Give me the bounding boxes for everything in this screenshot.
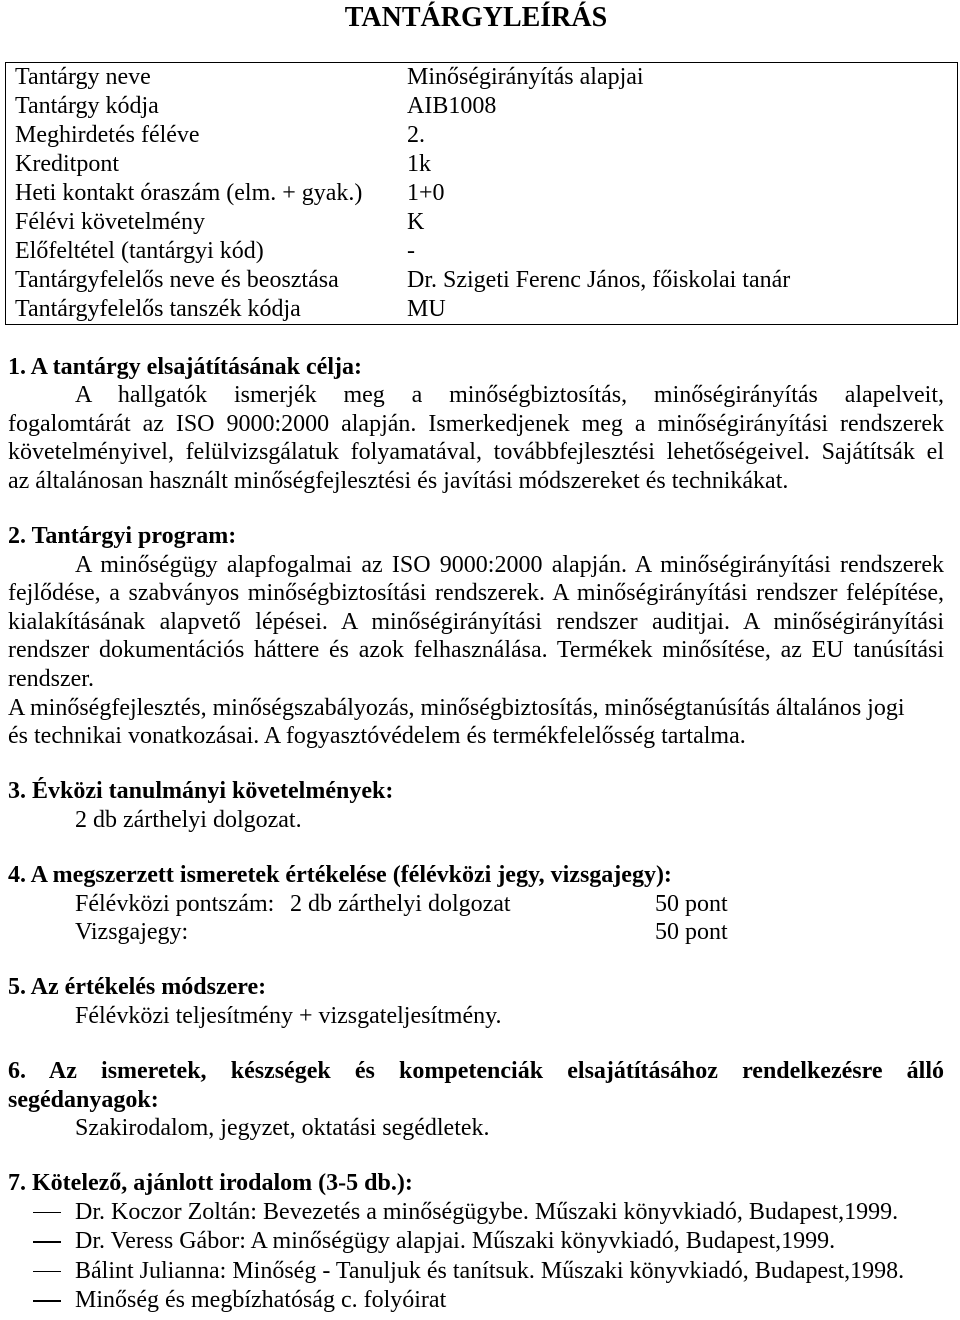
section-heading: 6. Az ismeretek, készségek és kompetenciák elsajátításához rendelkezésre álló segédanyagok: <box>8 1057 944 1113</box>
reference-list <box>8 1198 944 1316</box>
section-materials <box>8 1057 944 1143</box>
section-literature <box>8 1169 944 1316</box>
course-info-label: Tantárgy kódja <box>15 93 159 119</box>
paragraph-line: rendszer dokumentációs háttere és azok felhasználása. Termékek minősítése, az EU tanúsítási <box>8 637 944 664</box>
course-info-label: Tantárgyfelelős neve és beosztása <box>15 267 339 293</box>
evaluation-method-text: Félévközi teljesítmény + vizsgateljesítmény. <box>75 1002 502 1029</box>
course-info-label: Meghirdetés féléve <box>15 122 200 148</box>
section-heading: 2. Tantárgyi program: <box>8 523 237 550</box>
course-info-value: K <box>407 209 425 235</box>
reference-item <box>8 1286 944 1316</box>
reference-item <box>8 1227 944 1257</box>
section-program <box>8 522 944 751</box>
course-info-label: Kreditpont <box>15 151 119 177</box>
score-row-exam <box>8 918 944 947</box>
score-label: Félévközi pontszám: <box>75 890 275 917</box>
course-info-value: AIB1008 <box>407 93 497 119</box>
section-heading: 3. Évközi tanulmányi követelmények: <box>8 778 394 805</box>
dash-bullet-icon <box>33 1271 61 1273</box>
course-info-table <box>5 62 958 325</box>
section-assessment <box>8 861 944 947</box>
paragraph-line: fogalomtárát az ISO 9000:2000 alapján. Ismerkedjenek meg a minőségirányítási rendszerek <box>8 410 944 437</box>
reference-item <box>8 1198 944 1228</box>
score-points: 50 pont <box>655 919 728 946</box>
course-info-row-responsible <box>6 266 957 295</box>
reference-text: Dr. Veress Gábor: A minőségügy alapjai. Műszaki könyvkiadó, Budapest,1999. <box>75 1228 836 1255</box>
paragraph-line: fejlődése, a szabványos minőségbiztosítási rendszerek. A minőségirányítási rendszer felépítése, <box>8 580 944 607</box>
section-heading: 5. Az értékelés módszere: <box>8 974 267 1001</box>
section-evaluation-method <box>8 973 944 1030</box>
paragraph-line: követelményivel, felülvizsgálatuk folyamatával, továbbfejlesztési lehetőségeivel. Sajátítsák el <box>8 439 944 466</box>
course-info-label: Félévi követelmény <box>15 209 205 235</box>
course-info-row-semester <box>6 121 957 150</box>
course-info-row-name <box>6 63 957 92</box>
section-heading: 1. A tantárgy elsajátításának célja: <box>8 353 362 380</box>
section-heading: 4. A megszerzett ismeretek értékelése (félévközi jegy, vizsgajegy): <box>8 862 672 888</box>
paragraph-line: az általánosan használt minőségfejlesztési és javítási módszereket és technikákat. <box>8 467 789 494</box>
course-info-label: Előfeltétel (tantárgyi kód) <box>15 238 264 264</box>
materials-text: Szakirodalom, jegyzet, oktatási segédletek. <box>75 1115 490 1142</box>
course-info-row-prerequisite <box>6 237 957 266</box>
dash-bullet-icon <box>33 1212 61 1214</box>
requirements-text: 2 db zárthelyi dolgozat. <box>75 806 302 833</box>
score-row-midterm <box>8 890 944 919</box>
reference-text: Dr. Koczor Zoltán: Bevezetés a minőségügybe. Műszaki könyvkiadó, Budapest,1999. <box>75 1198 899 1225</box>
reference-text: Minőség és megbízhatóság c. folyóirat <box>75 1287 447 1314</box>
course-info-value: 1k <box>407 151 431 177</box>
course-info-row-department <box>6 295 957 324</box>
section-goal <box>8 353 944 496</box>
course-info-row-code <box>6 92 957 121</box>
course-info-value: 2. <box>407 122 425 148</box>
section-heading: 7. Kötelező, ajánlott irodalom (3-5 db.): <box>8 1170 413 1197</box>
score-points: 50 pont <box>655 890 728 917</box>
dash-bullet-icon <box>33 1300 61 1302</box>
score-description: 2 db zárthelyi dolgozat <box>290 890 511 917</box>
paragraph-line: A minőségügy alapfogalmai az ISO 9000:2000 alapján. A minőségirányítási rendszerek <box>75 551 944 578</box>
course-info-label: Heti kontakt óraszám (elm. + gyak.) <box>15 180 363 206</box>
course-info-value: Dr. Szigeti Ferenc János, főiskolai tanár <box>407 267 791 293</box>
course-info-label: Tantárgy neve <box>15 64 151 90</box>
course-info-row-requirement <box>6 208 957 237</box>
paragraph-line: és technikai vonatkozásai. A fogyasztóvédelem és termékfelelősség tartalma. <box>8 723 746 750</box>
course-info-row-credits <box>6 150 957 179</box>
document-body <box>8 325 944 1316</box>
paragraph-line: kialakításának alapvető lépései. A minőségirányítási rendszer auditjai. A minőségirányítási <box>8 608 944 635</box>
reference-text: Bálint Julianna: Minőség - Tanuljuk és tanítsuk. Műszaki könyvkiadó, Budapest,1998. <box>75 1257 905 1284</box>
document-title: TANTÁRGYLEÍRÁS <box>344 2 608 33</box>
dash-bullet-icon <box>33 1241 61 1243</box>
course-info-value: Minőségirányítás alapjai <box>407 64 644 90</box>
course-info-value: - <box>407 238 415 264</box>
course-info-value: MU <box>407 296 446 322</box>
paragraph-line: A minőségfejlesztés, minőségszabályozás, minőségbiztosítás, minőségtanúsítás általános jogi <box>8 694 905 721</box>
score-label: Vizsgajegy: <box>75 919 189 946</box>
section-requirements <box>8 777 944 834</box>
course-info-value: 1+0 <box>407 180 445 206</box>
reference-item <box>8 1257 944 1287</box>
course-info-label: Tantárgyfelelős tanszék kódja <box>15 296 301 322</box>
paragraph-line: rendszer. <box>8 666 94 693</box>
paragraph-line: A hallgatók ismerjék meg a minőségbiztosítás, minőségirányítás alapelveit, <box>75 382 944 409</box>
course-info-row-weekly-hours <box>6 179 957 208</box>
